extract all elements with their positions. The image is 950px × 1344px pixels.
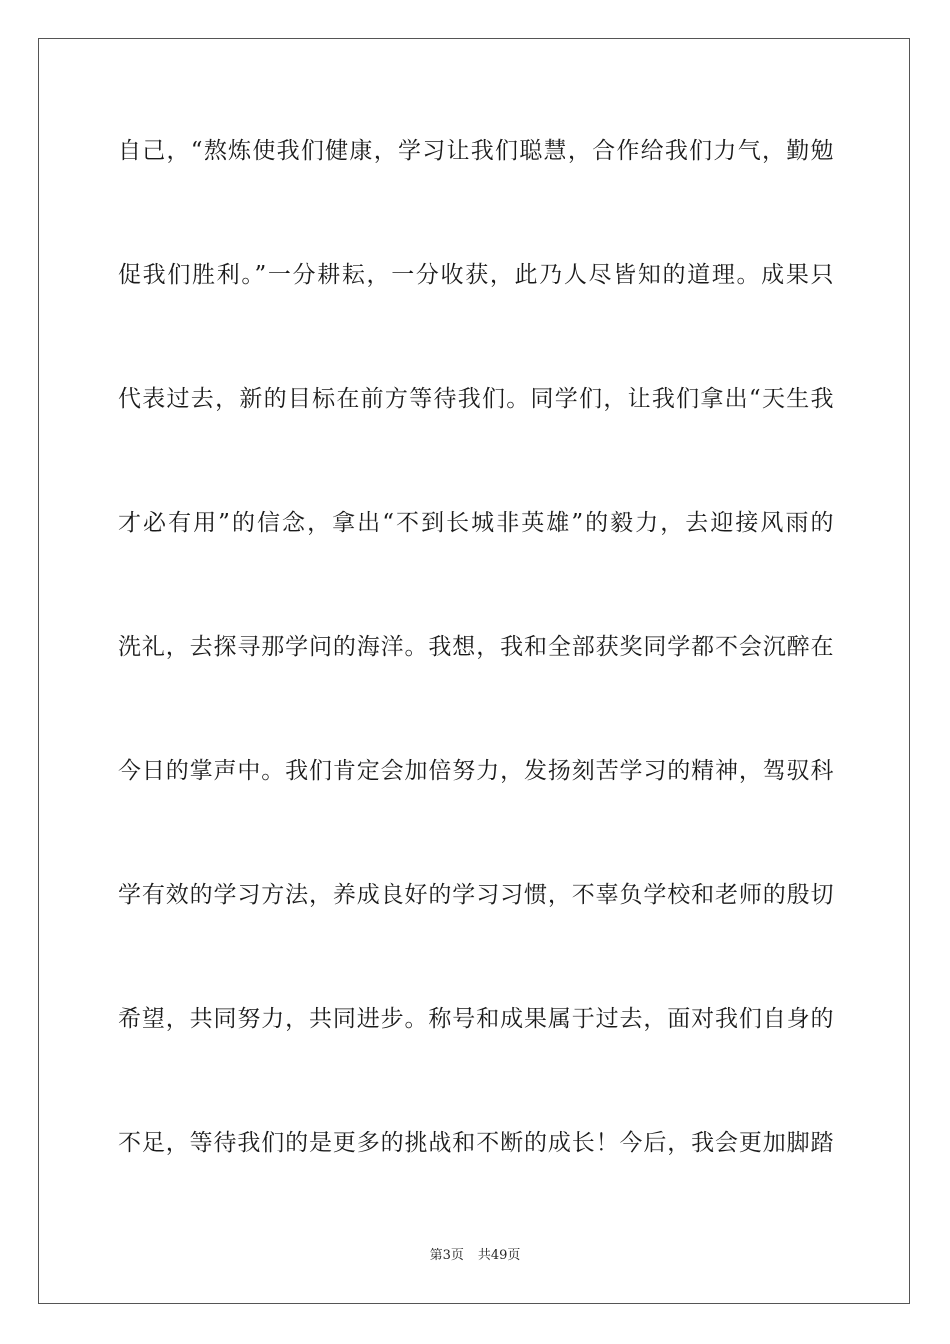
- text-line: 学有效的学习方法，养成良好的学习习惯，不辜负学校和老师的殷切: [118, 882, 834, 908]
- text-line: 代表过去，新的目标在前方等待我们。同学们，让我们拿出“天生我: [118, 386, 834, 412]
- page-footer: [0, 1246, 950, 1266]
- text-line: 促我们胜利。”一分耕耘，一分收获，此乃人尽皆知的道理。成果只: [118, 262, 834, 288]
- text-line: 不足，等待我们的是更多的挑战和不断的成长！今后，我会更加脚踏: [118, 1130, 834, 1156]
- text-line: 才必有用”的信念，拿出“不到长城非英雄”的毅力，去迎接风雨的: [118, 510, 834, 536]
- current-page-label: 第3页: [429, 1248, 464, 1263]
- total-pages-label: 共49页: [477, 1248, 521, 1263]
- text-line: 今日的掌声中。我们肯定会加倍努力，发扬刻苦学习的精神，驾驭科: [118, 758, 834, 784]
- text-line: 希望，共同努力，共同进步。称号和成果属于过去，面对我们自身的: [118, 1006, 834, 1032]
- text-line: 自己，“熬炼使我们健康，学习让我们聪慧，合作给我们力气，勤勉: [118, 138, 834, 164]
- page-frame: [38, 38, 910, 1304]
- text-line: 洗礼，去探寻那学问的海洋。我想，我和全部获奖同学都不会沉醉在: [118, 634, 834, 660]
